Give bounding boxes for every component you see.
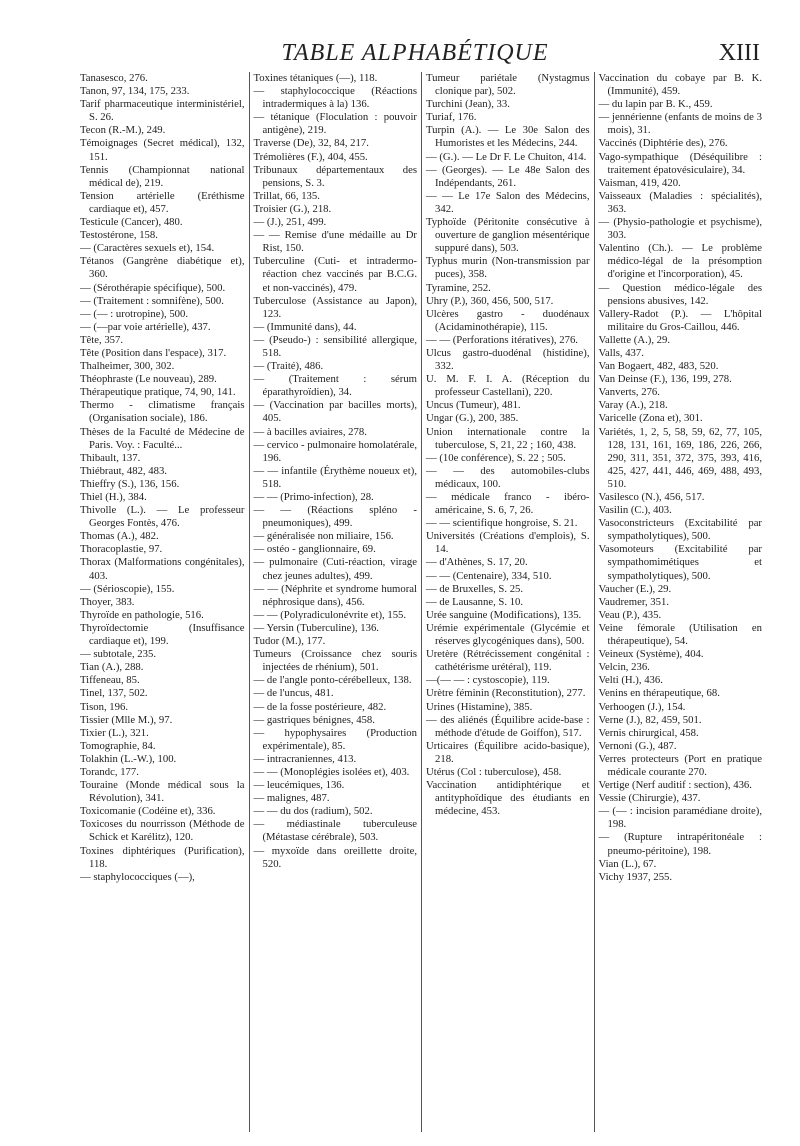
- index-entry: Tiffeneau, 85.: [80, 674, 140, 687]
- index-entry: Varicelle (Zona et), 301.: [598, 412, 703, 425]
- index-entry: Tison, 196.: [80, 700, 129, 713]
- index-entry: Tanon, 97, 134, 175, 233.: [80, 85, 190, 98]
- index-entry: — subtotale, 235.: [80, 648, 156, 661]
- index-entry: — (Traité), 486.: [253, 360, 324, 373]
- index-entry: Thomas (A.), 482.: [80, 530, 159, 543]
- page-title: TABLE ALPHABÉTIQUE: [281, 40, 549, 66]
- index-entry: Typhoïde (Péritonite consécutive à ouverture de ganglion mésentérique suppuré dans), 503.: [426, 216, 590, 255]
- index-entry: Turiaf, 176.: [426, 111, 477, 124]
- index-entry: Thorax (Malformations congénitales), 403.: [80, 556, 245, 582]
- index-entry: Tumeurs (Croissance chez souris injectées de rhénium), 501.: [253, 648, 417, 674]
- index-entry: — (—par voie artérielle), 437.: [80, 320, 211, 333]
- index-entry: Verhoogen (J.), 154.: [598, 700, 686, 713]
- index-entry: — (Georges). — Le 48e Salon des Indépendants, 261.: [426, 163, 590, 189]
- index-entry: Traverse (De), 32, 84, 217.: [253, 137, 369, 150]
- index-entry: Union internationale contre la tuberculose, S, 21, 22 ; 160, 438.: [426, 425, 590, 451]
- index-entry: Tétanos (Gangrène diabétique et), 360.: [80, 255, 245, 281]
- index-entry: — malignes, 487.: [253, 792, 330, 805]
- index-column-3: [421, 72, 594, 1132]
- index-entry: — (Immunité dans), 44.: [253, 320, 357, 333]
- index-entry: Vian (L.), 67.: [598, 857, 657, 870]
- index-entry: Venins en thérapeutique, 68.: [598, 687, 720, 700]
- index-entry: Tixier (L.), 321.: [80, 726, 149, 739]
- index-entry: Tarif pharmaceutique interministériel, S. 26.: [80, 98, 245, 124]
- index-entry: Tian (A.), 288.: [80, 661, 144, 674]
- index-entry: Tribunaux départementaux des pensions, S. 3.: [253, 163, 417, 189]
- index-entry: Thoracoplastie, 97.: [80, 543, 163, 556]
- page-header: [70, 40, 760, 72]
- index-entry: — Question médico-légale des pensions abusives, 142.: [598, 281, 762, 307]
- index-entry: U. M. F. I. A. (Réception du professeur Castellani), 220.: [426, 373, 590, 399]
- index-entry: Veineux (Système), 404.: [598, 648, 704, 661]
- index-entry: — (Physio-pathologie et psychisme), 303.: [598, 216, 762, 242]
- index-entry: — de Bruxelles, S. 25.: [426, 582, 524, 595]
- index-entry: — — (Centenaire), 334, 510.: [426, 569, 552, 582]
- index-entry: — — scientifique hongroise, S. 21.: [426, 517, 578, 530]
- index-entry: — (Vaccination par bacilles morts), 405.: [253, 399, 417, 425]
- index-entry: — (Traitement : somnifène), 500.: [80, 294, 224, 307]
- index-entry: — staphylococciques (—),: [80, 870, 195, 883]
- index-entry: — leucémiques, 136.: [253, 779, 345, 792]
- index-entry: — de l'angle ponto-cérébelleux, 138.: [253, 674, 412, 687]
- index-column-1: [76, 72, 249, 1132]
- index-entry: Thyroïdectomie (Insuffisance cardiaque et), 199.: [80, 621, 245, 648]
- index-entry: Vasilesco (N.), 456, 517.: [598, 491, 705, 503]
- index-entry: Tissier (Mlle M.), 97.: [80, 713, 173, 726]
- index-entry: Toxines tétaniques (—), 118.: [253, 72, 378, 84]
- index-entry: Thyroïde en pathologie, 516.: [80, 608, 204, 621]
- index-entry: Typhus murin (Non-transmission par puces), 358.: [426, 255, 590, 281]
- index-entry: Urètre féminin (Reconstitution), 277.: [426, 687, 586, 700]
- index-entry: Ungar (G.), 200, 385.: [426, 412, 519, 425]
- index-entry: Thèses de la Faculté de Médecine de Paris. Voy. : Faculté...: [80, 425, 245, 451]
- index-entry: — ostéo - ganglionnaire, 69.: [253, 543, 376, 556]
- index-entry: Thermo - climatisme français (Organisation sociale), 186.: [80, 399, 245, 425]
- index-entry: — — (Perforations itératives), 276.: [426, 333, 578, 346]
- index-entry: Toxines diphtériques (Purification), 118.: [80, 844, 245, 870]
- index-entry: Vago-sympathique (Déséquilibre : traitement épatovésiculaire), 34.: [598, 150, 762, 176]
- index-entry: Vaisman, 419, 420.: [598, 176, 681, 189]
- index-entry: Thiébraut, 482, 483.: [80, 464, 167, 477]
- index-entry: Vaudremer, 351.: [598, 595, 670, 608]
- index-entry: Tecon (R.-M.), 249.: [80, 124, 166, 137]
- index-entry: Vaucher (E.), 29.: [598, 582, 672, 595]
- index-entry: Vernis chirurgical, 458.: [598, 726, 699, 739]
- index-entry: Urticaires (Équilibre acido-basique), 218.: [426, 739, 590, 765]
- index-column-4: [594, 72, 767, 1132]
- index-entry: — — des automobiles-clubs médicaux, 100.: [426, 464, 590, 490]
- index-entry: — — (Monoplégies isolées et), 403.: [253, 765, 410, 778]
- index-entry: Vaccinés (Diphtérie des), 276.: [598, 137, 728, 150]
- index-entry: — des aliénés (Équilibre acide-base : méthode d'étude de Goiffon), 517.: [426, 713, 590, 739]
- index-entry: — — du dos (radium), 502.: [253, 805, 373, 818]
- index-entry: Toxicoses du nourrisson (Méthode de Schick et Karélitz), 120.: [80, 818, 245, 844]
- index-entry: Veine fémorale (Utilisation en thérapeutique), 54.: [598, 621, 762, 648]
- index-entry: — — (Primo-infection), 28.: [253, 491, 374, 503]
- index-entry: — intracraniennes, 413.: [253, 752, 357, 765]
- index-entry: Tête (Position dans l'espace), 317.: [80, 346, 227, 359]
- index-entry: — (Rupture intrapéritonéale : pneumo-péritoine), 198.: [598, 831, 762, 857]
- index-entry: Tennis (Championnat national médical de), 219.: [80, 163, 245, 189]
- index-entry: Velti (H.), 436.: [598, 674, 663, 687]
- index-entry: Thibault, 137.: [80, 451, 141, 464]
- index-entry: — d'Athènes, S. 17, 20.: [426, 556, 528, 569]
- index-entry: — (Caractères sexuels et), 154.: [80, 242, 215, 255]
- index-entry: Testicule (Cancer), 480.: [80, 216, 183, 229]
- index-entry: — — infantile (Érythème noueux et), 518.: [253, 464, 417, 490]
- index-entry: Tension artérielle (Eréthisme cardiaque et), 457.: [80, 189, 245, 215]
- index-entry: — (Sérothérapie spécifique), 500.: [80, 281, 226, 294]
- index-entry: —(— — : cystoscopie), 119.: [426, 674, 550, 687]
- index-entry: Tyramine, 252.: [426, 281, 491, 294]
- index-entry: Thoyer, 383.: [80, 595, 135, 608]
- index-entry: Torandc, 177.: [80, 765, 139, 778]
- index-entry: Uncus (Tumeur), 481.: [426, 399, 521, 412]
- index-entry: — médiastinale tuberculeuse (Métastase cérébrale), 503.: [253, 818, 417, 844]
- index-entry: Thérapeutique pratique, 74, 90, 141.: [80, 386, 236, 399]
- index-entry: Verne (J.), 82, 459, 501.: [598, 713, 702, 726]
- index-entry: — à bacilles aviaires, 278.: [253, 425, 367, 438]
- index-entry: — généralisée non miliaire, 156.: [253, 530, 394, 543]
- index-entry: — cervico - pulmonaire homolatérale, 196.: [253, 438, 418, 464]
- index-entry: — de Lausanne, S. 10.: [426, 595, 524, 608]
- index-entry: — Yersin (Tuberculine), 136.: [253, 621, 379, 634]
- index-entry: Van Deinse (F.), 136, 199, 278.: [598, 373, 732, 386]
- index-entry: Vasilin (C.), 403.: [598, 504, 672, 517]
- index-entry: Trillat, 66, 135.: [253, 189, 320, 202]
- index-entry: Vessie (Chirurgie), 437.: [598, 792, 701, 805]
- index-entry: Uretère (Rétrécissement congénital : cathétérisme urétéral), 119.: [426, 648, 590, 674]
- index-entry: Troisier (G.), 218.: [253, 202, 332, 215]
- index-entry: Turpin (A.). — Le 30e Salon des Humoristes et les Médecins, 244.: [426, 124, 590, 150]
- index-entry: — — Le 17e Salon des Médecins, 342.: [426, 189, 590, 215]
- index-entry: Turchini (Jean), 33.: [426, 98, 510, 111]
- index-entry: — (G.). — Le Dr F. Le Chuiton, 414.: [426, 150, 587, 163]
- index-entry: Van Bogaert, 482, 483, 520.: [598, 360, 719, 373]
- index-entry: Urémie expérimentale (Glycémie et réserves glycogéniques dans), 500.: [426, 621, 590, 648]
- index-entry: Valentino (Ch.). — Le problème médico-légal de la présomption d'origine et l'incorporation), 45.: [598, 242, 762, 281]
- index-entry: Veau (P.), 435.: [598, 608, 662, 621]
- index-entry: Urée sanguine (Modifications), 135.: [426, 608, 582, 621]
- index-entry: Vanverts, 276.: [598, 386, 660, 399]
- index-entry: Testostérone, 158.: [80, 229, 158, 242]
- index-entry: — de l'uncus, 481.: [253, 687, 334, 700]
- index-entry: — gastriques bénignes, 458.: [253, 713, 375, 726]
- index-entry: Tanasesco, 276.: [80, 72, 148, 84]
- index-entry: Tuberculose (Assistance au Japon), 123.: [253, 294, 417, 320]
- index-entry: Témoignages (Secret médical), 132, 151.: [80, 137, 245, 163]
- index-entry: Vaccination du cobaye par B. K. (Immunité), 459.: [598, 72, 762, 98]
- index-entry: Vaccination antidiphtérique et antityphoïdique des étudiants en médecine, 453.: [426, 779, 590, 818]
- index-entry: Verres protecteurs (Port en pratique médicale courante 270.: [598, 752, 762, 778]
- index-entry: Thivolle (L.). — Le professeur Georges Fontès, 476.: [80, 504, 245, 530]
- index-entry: Ulcères gastro - duodénaux (Acidaminothérapie), 115.: [426, 307, 590, 333]
- index-entry: — médicale franco - ibéro-américaine, S. 6, 7, 26.: [426, 491, 590, 517]
- index-entry: Thiel (H.), 384.: [80, 491, 147, 503]
- index-entry: Utérus (Col : tuberculose), 458.: [426, 765, 562, 778]
- index-entry: Thalheimer, 300, 302.: [80, 360, 175, 373]
- index-entry: Tuberculine (Cuti- et intradermo-réaction chez vaccinés par B.C.G. et non-vaccinés), 479.: [253, 255, 417, 294]
- index-entry: Varay (A.), 218.: [598, 399, 668, 412]
- index-entry: Vasomoteurs (Excitabilité par sympathomimétiques et sympatholytiques), 500.: [598, 543, 762, 582]
- index-column-2: [249, 72, 422, 1132]
- index-entry: — pulmonaire (Cuti-réaction, virage chez jeunes adultes), 499.: [253, 556, 417, 582]
- index-entry: — (10e conférence), S. 22 ; 505.: [426, 451, 566, 464]
- index-entry: Vasoconstricteurs (Excitabilité par sympatholytiques), 500.: [598, 517, 762, 543]
- index-entry: — — Remise d'une médaille au Dr Rist, 150.: [253, 229, 417, 255]
- index-entry: — — (Réactions spléno - pneumoniques), 499.: [253, 504, 417, 530]
- index-entry: — tétanique (Floculation : pouvoir antigène), 219.: [253, 111, 417, 137]
- index-entry: Velcin, 236.: [598, 661, 650, 674]
- index-entry: Ulcus gastro-duodénal (histidine), 332.: [426, 346, 590, 373]
- index-entry: Variétés, 1, 2, 5, 58, 59, 62, 77, 105, 128, 131, 161, 169, 186, 226, 266, 290, 311, 351, 372, 375, 393, 416, 425, 427, 441, 446, 469, 488, 493, 510.: [598, 425, 762, 490]
- index-entry: — — (Polyradiculonévrite et), 155.: [253, 608, 407, 621]
- index-entry: Vertige (Nerf auditif : section), 436.: [598, 779, 752, 792]
- index-entry: Trémolières (F.), 404, 455.: [253, 150, 368, 163]
- index-entry: — (Sérioscopie), 155.: [80, 582, 175, 595]
- index-entry: — hypophysaires (Production expérimentale), 85.: [253, 726, 417, 752]
- index-entry: Tumeur pariétale (Nystagmus clonique par), 502.: [426, 72, 590, 98]
- index-entry: Universités (Créations d'emplois), S. 14.: [426, 530, 590, 556]
- index-entry: Urines (Histamine), 385.: [426, 700, 533, 713]
- index-entry: Vaisseaux (Maladies : spécialités), 363.: [598, 189, 762, 215]
- page-number: XIII: [718, 40, 760, 66]
- index-entry: Vichy 1937, 255.: [598, 870, 673, 883]
- index-entry: Tolakhin (L.-W.), 100.: [80, 752, 177, 765]
- index-entry: Uhry (P.), 360, 456, 500, 517.: [426, 294, 554, 307]
- index-entry: — staphylococcique (Réactions intradermiques à la) 136.: [253, 85, 417, 111]
- index-entry: Tête, 357.: [80, 333, 124, 346]
- index-entry: Tomographie, 84.: [80, 739, 156, 752]
- index-entry: Vallette (A.), 29.: [598, 333, 671, 346]
- index-entry: — (Traitement : sérum éparathyroïdien), 34.: [253, 373, 417, 399]
- index-entry: Théophraste (Le nouveau), 289.: [80, 373, 217, 386]
- index-entry: — — (Néphrite et syndrome humoral néphrosique dans), 456.: [253, 582, 417, 608]
- index-entry: Vallery-Radot (P.). — L'hôpital militaire du Gros-Caillou, 446.: [598, 307, 762, 333]
- index-entry: Vernoni (G.), 487.: [598, 739, 677, 752]
- index-entry: — (Pseudo-) : sensibilité allergique, 518.: [253, 333, 417, 359]
- index-entry: — (— : urotropine), 500.: [80, 307, 189, 320]
- index-entry: Toxicomanie (Codéine et), 336.: [80, 805, 216, 818]
- index-entry: — jennérienne (enfants de moins de 3 mois), 31.: [598, 111, 762, 137]
- index-entry: — myxoïde dans oreillette droite, 520.: [253, 844, 417, 870]
- index-columns: [76, 72, 766, 1132]
- index-entry: Valls, 437.: [598, 346, 644, 359]
- index-entry: — (J.), 251, 499.: [253, 216, 327, 229]
- index-entry: Touraine (Monde médical sous la Révolution), 341.: [80, 779, 245, 805]
- index-entry: — (— : incision paramédiane droite), 198.: [598, 805, 762, 831]
- index-entry: Tinel, 137, 502.: [80, 687, 148, 700]
- index-entry: Tudor (M.), 177.: [253, 635, 326, 648]
- index-entry: Thieffry (S.), 136, 156.: [80, 477, 180, 490]
- index-entry: — de la fosse postérieure, 482.: [253, 700, 387, 713]
- index-entry: — du lapin par B. K., 459.: [598, 98, 713, 111]
